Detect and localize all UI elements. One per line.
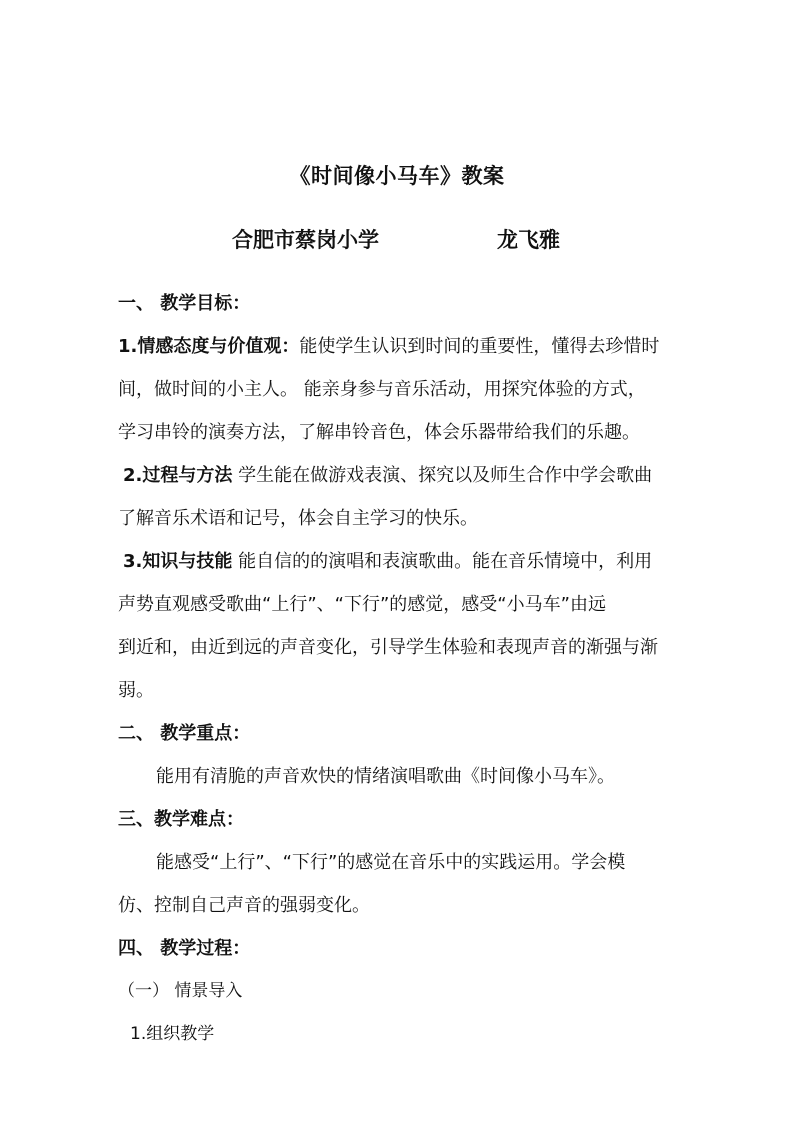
document-body	[118, 282, 684, 1056]
goal-2-line-1	[118, 454, 684, 497]
goal-3-line-4: 弱。	[118, 680, 154, 701]
author-name: 龙飞雅	[497, 228, 560, 252]
goal-1-line-1	[118, 325, 684, 368]
process-item-1: 1.组织教学	[130, 1024, 215, 1044]
section-heading-goals: 一、 教学目标：	[118, 293, 251, 314]
process-subheading-1: （一） 情景导入	[118, 981, 243, 1001]
document-title: 《时间像小马车》教案	[289, 164, 505, 188]
author-school: 合肥市蔡岗小学	[232, 228, 379, 252]
section-heading-process: 四、 教学过程：	[118, 938, 251, 959]
goal-1-line-2: 间，做时间的小主人。 能亲身参与音乐活动，用探究体验的方式，	[118, 379, 646, 400]
goal-3-text: 能自信的的演唱和表演歌曲。能在音乐情境中，利用	[238, 551, 653, 572]
section-heading-difficulties: 三、教学难点：	[118, 809, 244, 830]
goal-2-line-2: 了解音乐术语和记号，体会自主学习的快乐。	[118, 508, 478, 529]
goal-3-line-1	[118, 540, 684, 583]
goal-1-label: 1.情感态度与价值观：	[118, 336, 300, 357]
goal-2-label: 2.过程与方法	[123, 465, 233, 486]
goal-1-text: 能使学生认识到时间的重要性，懂得去珍惜时	[299, 336, 660, 357]
goal-3-label: 3.知识与技能	[123, 551, 233, 572]
key-points-text: 能用有清脆的声音欢快的情绪演唱歌曲《时间像小马车》。	[156, 766, 615, 787]
section-heading-key-points: 二、 教学重点：	[118, 723, 251, 744]
goal-2-text: 学生能在做游戏表演、探究以及师生合作中学会歌曲	[238, 465, 653, 486]
goal-3-line-2: 声势直观感受歌曲“上行”、“下行”的感觉，感受“小马车”由远	[118, 594, 606, 615]
goal-3-line-3: 到近和，由近到远的声音变化，引导学生体验和表现声音的渐强与渐	[118, 637, 658, 658]
difficulties-line-1: 能感受“上行”、“下行”的感觉在音乐中的实践运用。学会模	[156, 852, 626, 873]
goal-1-line-3: 学习串铃的演奏方法，了解串铃音色，体会乐器带给我们的乐趣。	[118, 422, 640, 443]
difficulties-line-2: 仿、控制自己声音的强弱变化。	[118, 895, 370, 916]
